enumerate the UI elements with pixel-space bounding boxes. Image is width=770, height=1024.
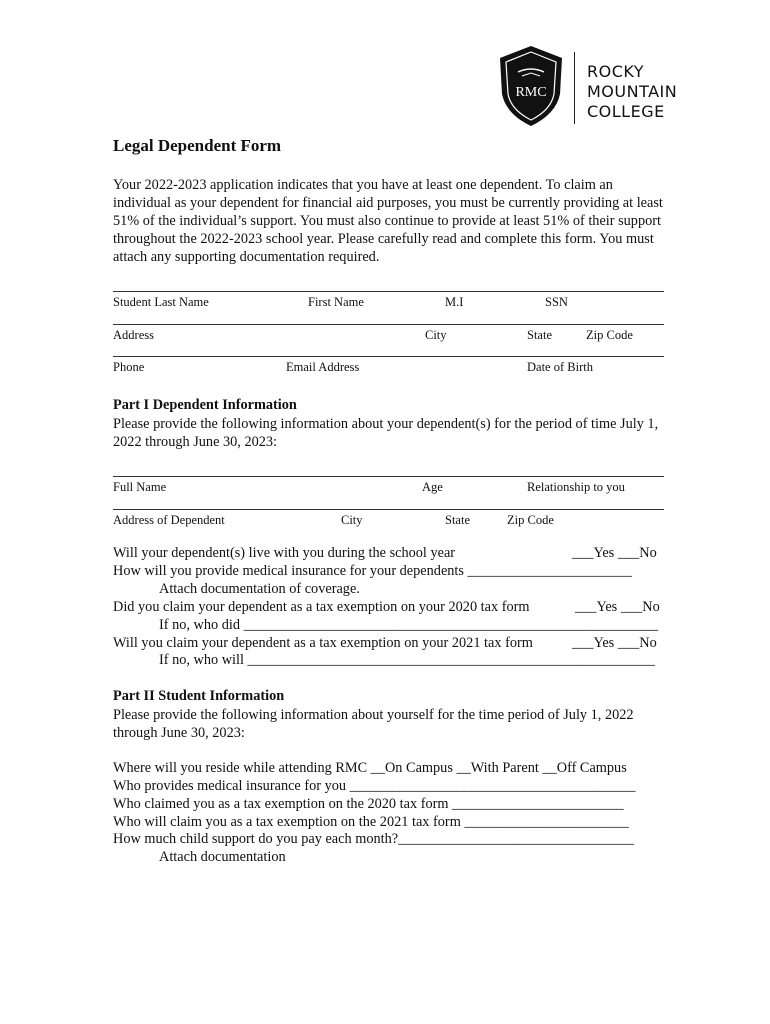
label-dependent-zip: Zip Code — [507, 513, 554, 527]
part1-question-live-with: Will your dependent(s) live with you during the school year — [113, 545, 456, 561]
shield-text: RMC — [515, 85, 547, 100]
label-address: Address — [113, 328, 154, 342]
label-relationship: Relationship to you — [527, 480, 625, 494]
part1-followup-tax-2020[interactable]: If no, who did __________________________________________________________ — [159, 617, 659, 633]
part2-question-tax-2021[interactable]: Who will claim you as a tax exemption on the 2021 tax form _______________________ — [113, 814, 629, 830]
college-name-line-3: COLLEGE — [587, 102, 665, 121]
student-row1-line[interactable] — [113, 291, 664, 292]
part2-intro: Please provide the following information about yourself for the time period of July 1, 2022 through June 30, 2023: — [113, 707, 634, 741]
college-name-line-1: ROCKY — [587, 62, 645, 81]
label-mi: M.I — [445, 295, 464, 309]
part1-answer-tax-2020[interactable]: ___Yes ___No — [575, 599, 660, 615]
label-age: Age — [422, 480, 443, 494]
part1-intro: Please provide the following information about your dependent(s) for the period of time July 1, 2022 through June 30, 2023: — [113, 416, 659, 450]
label-dependent-city: City — [341, 513, 363, 527]
label-first-name: First Name — [308, 295, 364, 309]
part1-answer-tax-2021[interactable]: ___Yes ___No — [572, 635, 657, 651]
label-full-name: Full Name — [113, 480, 167, 494]
label-ssn: SSN — [545, 295, 568, 309]
part1-answer-live-with[interactable]: ___Yes ___No — [572, 545, 657, 561]
part1-heading: Part I Dependent Information — [113, 397, 297, 413]
part1-question-medical-insurance[interactable]: How will you provide medical insurance for your dependents _______________________ — [113, 563, 632, 579]
label-dependent-state: State — [445, 513, 470, 527]
label-city: City — [425, 328, 447, 342]
part1-question-tax-2021: Will you claim your dependent as a tax exemption on your 2021 tax form — [113, 635, 533, 651]
form-title: Legal Dependent Form — [113, 136, 282, 155]
part2-question-residence[interactable]: Where will you reside while attending RMC __On Campus __With Parent __Off Campus — [113, 760, 627, 776]
part2-question-medical-insurance[interactable]: Who provides medical insurance for you ________________________________________ — [113, 778, 636, 794]
part2-question-child-support[interactable]: How much child support do you pay each month?_________________________________ — [113, 831, 634, 847]
rmc-shield-icon — [496, 44, 566, 128]
student-row2-line[interactable] — [113, 324, 664, 325]
dependent-row2-line[interactable] — [113, 509, 664, 510]
college-name — [587, 62, 677, 122]
part1-question-tax-2020: Did you claim your dependent as a tax exemption on your 2020 tax form — [113, 599, 530, 615]
part2-question-tax-2020[interactable]: Who claimed you as a tax exemption on the 2020 tax form ________________________ — [113, 796, 624, 812]
label-date-of-birth: Date of Birth — [527, 360, 593, 374]
label-student-last-name: Student Last Name — [113, 295, 209, 309]
part2-heading: Part II Student Information — [113, 688, 285, 704]
student-row3-line[interactable] — [113, 356, 664, 357]
college-name-line-2: MOUNTAIN — [587, 82, 678, 101]
logo-divider — [574, 52, 575, 124]
part1-followup-tax-2021[interactable]: If no, who will _________________________________________________________ — [159, 652, 656, 668]
intro-paragraph: Your 2022-2023 application indicates that you have at least one dependent. To claim an individual as your dependent for financial aid purposes, you must be currently providing at least 51% of the individual’s support. You must also continue to provide at least 51% of their support throughout the 2022-2023 school year. Please carefully read and complete this form. You must attach any supporting documentation required. — [113, 177, 663, 265]
dependent-row1-line[interactable] — [113, 476, 664, 477]
label-zip-code: Zip Code — [586, 328, 633, 342]
part1-note-coverage: Attach documentation of coverage. — [159, 581, 360, 597]
part2-note-documentation: Attach documentation — [159, 849, 286, 865]
label-email: Email Address — [286, 360, 360, 374]
label-state: State — [527, 328, 552, 342]
label-address-of-dependent: Address of Dependent — [113, 513, 225, 527]
label-phone: Phone — [113, 360, 145, 374]
